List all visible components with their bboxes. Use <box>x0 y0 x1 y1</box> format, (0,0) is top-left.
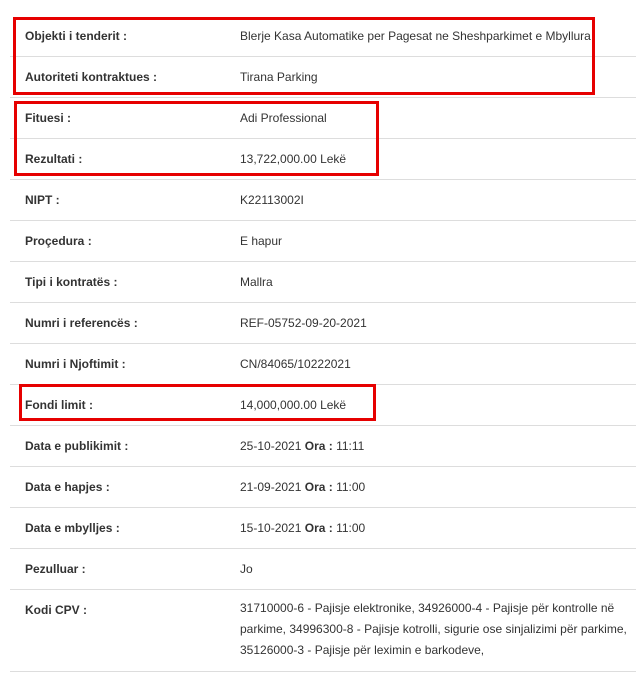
label-autoriteti: Autoriteti kontraktues : <box>25 70 158 84</box>
row-njoftimi <box>10 343 636 385</box>
label-fondi: Fondi limit : <box>25 398 93 412</box>
label-referenca: Numri i referencës : <box>25 316 138 330</box>
row-nipt <box>10 179 636 221</box>
date-publikimi: 25-10-2021 <box>240 439 302 453</box>
label-tipi: Tipi i kontratës : <box>25 275 118 289</box>
label-pezulluar: Pezulluar : <box>25 562 86 576</box>
row-objekti <box>10 15 636 57</box>
row-autoriteti <box>10 56 636 98</box>
label-procedura: Proçedura : <box>25 234 92 248</box>
row-referenca <box>10 302 636 344</box>
value-rezultati: 13,722,000.00 Lekë <box>240 152 347 166</box>
label-mbyllja: Data e mbylljes : <box>25 521 120 535</box>
value-njoftimi: CN/84065/10222021 <box>240 357 351 371</box>
value-objekti: Blerje Kasa Automatike per Pagesat ne Sheshparkimet e Mbyllura <box>240 29 591 43</box>
value-tipi: Mallra <box>240 275 273 289</box>
label-fituesi: Fituesi : <box>25 111 72 125</box>
row-rezultati <box>10 138 636 180</box>
row-cpv <box>10 589 636 672</box>
value-cpv: 31710000-6 - Pajisje elektronike, 34926000-4 - Pajisje për kontrolle në parkime, 34996300-8 - Pajisje kotrolli, sigurie ose sinjalizimi për parkime, 35126000-3 - Pajisje për leximin e barkodeve, <box>240 601 627 657</box>
date-mbyllja: 15-10-2021 <box>240 521 302 535</box>
value-referenca: REF-05752-09-20-2021 <box>240 316 367 330</box>
label-nipt: NIPT : <box>25 193 60 207</box>
date-hapja: 21-09-2021 <box>240 480 302 494</box>
ora-label: Ora : <box>304 480 333 494</box>
row-fituesi <box>10 97 636 139</box>
time-hapja: 11:00 <box>336 480 366 494</box>
time-publikimi: 11:11 <box>336 439 365 453</box>
value-procedura: E hapur <box>240 234 283 248</box>
label-njoftimi: Numri i Njoftimit : <box>25 357 126 371</box>
row-pezulluar <box>10 548 636 590</box>
label-rezultati: Rezultati : <box>25 152 83 166</box>
label-cpv: Kodi CPV : <box>25 603 87 617</box>
value-fondi: 14,000,000.00 Lekë <box>240 398 347 412</box>
label-publikimi: Data e publikimit : <box>25 439 129 453</box>
row-mbyllja <box>10 507 636 549</box>
value-publikimi <box>240 439 364 453</box>
value-fituesi: Adi Professional <box>240 111 327 125</box>
value-pezulluar: Jo <box>240 562 253 576</box>
row-tipi <box>10 261 636 303</box>
value-autoriteti: Tirana Parking <box>240 70 318 84</box>
value-nipt: K22113002I <box>240 193 304 207</box>
row-publikimi <box>10 425 636 467</box>
label-objekti: Objekti i tenderit : <box>25 29 128 43</box>
row-hapja <box>10 466 636 508</box>
row-procedura <box>10 220 636 262</box>
time-mbyllja: 11:00 <box>336 521 366 535</box>
ora-label: Ora : <box>304 439 333 453</box>
row-fondi <box>10 384 636 426</box>
value-mbyllja <box>240 521 365 535</box>
ora-label: Ora : <box>304 521 333 535</box>
value-hapja <box>240 480 365 494</box>
label-hapja: Data e hapjes : <box>25 480 110 494</box>
